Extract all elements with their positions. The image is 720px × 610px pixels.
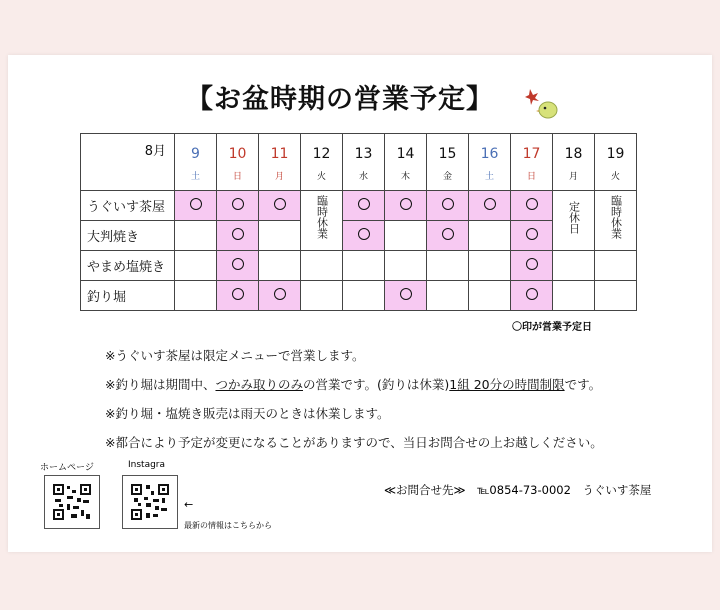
empty-cell — [385, 251, 427, 281]
day-number: 18 — [564, 146, 583, 162]
day-number: 15 — [438, 146, 457, 162]
open-mark — [526, 228, 538, 240]
empty-cell — [343, 251, 385, 281]
latest-info-text: 最新の情報はこちらから — [184, 521, 272, 530]
table-row — [81, 281, 637, 311]
day-header — [469, 134, 511, 191]
open-mark — [484, 198, 496, 210]
open-cell — [511, 221, 553, 251]
day-number: 9 — [191, 146, 200, 162]
note-2-underlined: 1組 20分の時間制限 — [449, 377, 565, 392]
day-of-week: 土 — [190, 172, 200, 182]
day-header — [301, 134, 343, 191]
row-label: 釣り堀 — [81, 281, 175, 311]
day-of-week: 水 — [358, 172, 368, 182]
day-number: 16 — [480, 146, 499, 162]
open-cell — [511, 251, 553, 281]
open-mark — [526, 198, 538, 210]
open-cell — [511, 281, 553, 311]
instagram-qr-code[interactable] — [122, 475, 178, 529]
open-mark — [400, 288, 412, 300]
open-cell — [385, 281, 427, 311]
empty-cell — [301, 281, 343, 311]
day-number: 10 — [228, 146, 247, 162]
empty-cell — [469, 281, 511, 311]
open-mark — [400, 198, 412, 210]
open-mark — [358, 228, 370, 240]
note-3: ※釣り堀・塩焼き販売は雨天のときは休業します。 — [105, 406, 390, 421]
day-of-week: 日 — [232, 172, 242, 182]
open-cell — [259, 191, 301, 221]
table-row — [81, 251, 637, 281]
note-2-underlined: つかみ取りのみ — [215, 377, 303, 392]
open-mark — [442, 198, 454, 210]
open-cell — [427, 191, 469, 221]
day-header — [175, 134, 217, 191]
empty-cell — [259, 221, 301, 251]
day-number: 12 — [312, 146, 331, 162]
empty-cell — [259, 251, 301, 281]
header-row — [81, 134, 637, 191]
bird-leaf-icon — [524, 85, 560, 121]
day-of-week: 日 — [526, 172, 536, 182]
open-cell — [427, 221, 469, 251]
day-number: 11 — [270, 146, 289, 162]
empty-cell — [595, 251, 637, 281]
note-2-part: です。 — [564, 377, 602, 392]
row-label: やまめ塩焼き — [81, 251, 175, 281]
row-label: 大判焼き — [81, 221, 175, 251]
day-number: 14 — [396, 146, 415, 162]
open-cell — [217, 221, 259, 251]
empty-cell — [175, 251, 217, 281]
row-label: うぐいす茶屋 — [81, 191, 175, 221]
open-cell — [343, 191, 385, 221]
open-mark — [358, 198, 370, 210]
day-number: 13 — [354, 146, 373, 162]
open-mark — [274, 198, 286, 210]
contact-info: ≪お問合せ先≫ ℡0854-73-0002 うぐいす茶屋 — [384, 483, 652, 497]
empty-cell — [427, 281, 469, 311]
open-mark — [442, 228, 454, 240]
note-1: ※うぐいす茶屋は限定メニューで営業します。 — [105, 348, 365, 363]
open-mark — [232, 228, 244, 240]
empty-cell — [427, 251, 469, 281]
day-of-week: 木 — [400, 172, 410, 182]
empty-cell — [469, 251, 511, 281]
empty-cell — [595, 281, 637, 311]
open-mark — [232, 258, 244, 270]
day-of-week: 火 — [610, 172, 620, 182]
open-cell — [217, 251, 259, 281]
open-cell — [217, 281, 259, 311]
open-mark — [526, 258, 538, 270]
empty-cell — [175, 281, 217, 311]
closed-cell-19 — [595, 191, 637, 251]
empty-cell — [343, 281, 385, 311]
day-number: 19 — [606, 146, 625, 162]
empty-cell — [469, 221, 511, 251]
empty-cell — [385, 221, 427, 251]
empty-cell — [553, 281, 595, 311]
arrow-left-icon: ← — [184, 498, 194, 511]
open-mark — [232, 198, 244, 210]
day-header — [553, 134, 595, 191]
open-mark — [190, 198, 202, 210]
open-cell — [385, 191, 427, 221]
month-cell: 8月 — [81, 134, 175, 191]
note-2-part: の営業です。(釣りは休業) — [303, 377, 450, 392]
legend-text: 〇印が営業予定日 — [512, 322, 592, 333]
open-cell — [469, 191, 511, 221]
day-of-week: 土 — [484, 172, 494, 182]
day-header — [511, 134, 553, 191]
open-mark — [274, 288, 286, 300]
page-title: 【お盆時期の営業予定】 — [186, 84, 494, 115]
open-mark — [526, 288, 538, 300]
closed-label: 臨時休業 — [609, 195, 623, 239]
instagram-label: Instagra — [128, 460, 166, 470]
note-2 — [105, 375, 601, 393]
open-cell — [175, 191, 217, 221]
open-cell — [217, 191, 259, 221]
closed-label: 定休日 — [567, 201, 581, 234]
day-header — [217, 134, 259, 191]
closed-cell-18 — [553, 191, 595, 251]
day-header — [385, 134, 427, 191]
note-4: ※都合により予定が変更になることがありますので、当日お問合せの上お越しください。 — [105, 435, 603, 450]
day-of-week: 月 — [274, 172, 284, 182]
schedule-table — [80, 133, 637, 311]
day-header — [595, 134, 637, 191]
open-mark — [232, 288, 244, 300]
homepage-label: ホームページ — [40, 463, 94, 473]
day-header — [259, 134, 301, 191]
open-cell — [259, 281, 301, 311]
open-cell — [343, 221, 385, 251]
empty-cell — [301, 251, 343, 281]
closed-label: 臨時休業 — [315, 195, 329, 239]
open-cell — [511, 191, 553, 221]
day-of-week: 火 — [316, 172, 326, 182]
empty-cell — [175, 221, 217, 251]
day-of-week: 金 — [442, 172, 452, 182]
note-2-part: ※釣り堀は期間中、 — [105, 377, 216, 392]
day-header — [343, 134, 385, 191]
day-of-week: 月 — [568, 172, 578, 182]
empty-cell — [553, 251, 595, 281]
day-header — [427, 134, 469, 191]
homepage-qr-code[interactable] — [44, 475, 100, 529]
day-number: 17 — [522, 146, 541, 162]
table-row — [81, 191, 637, 221]
closed-cell-12 — [301, 191, 343, 251]
